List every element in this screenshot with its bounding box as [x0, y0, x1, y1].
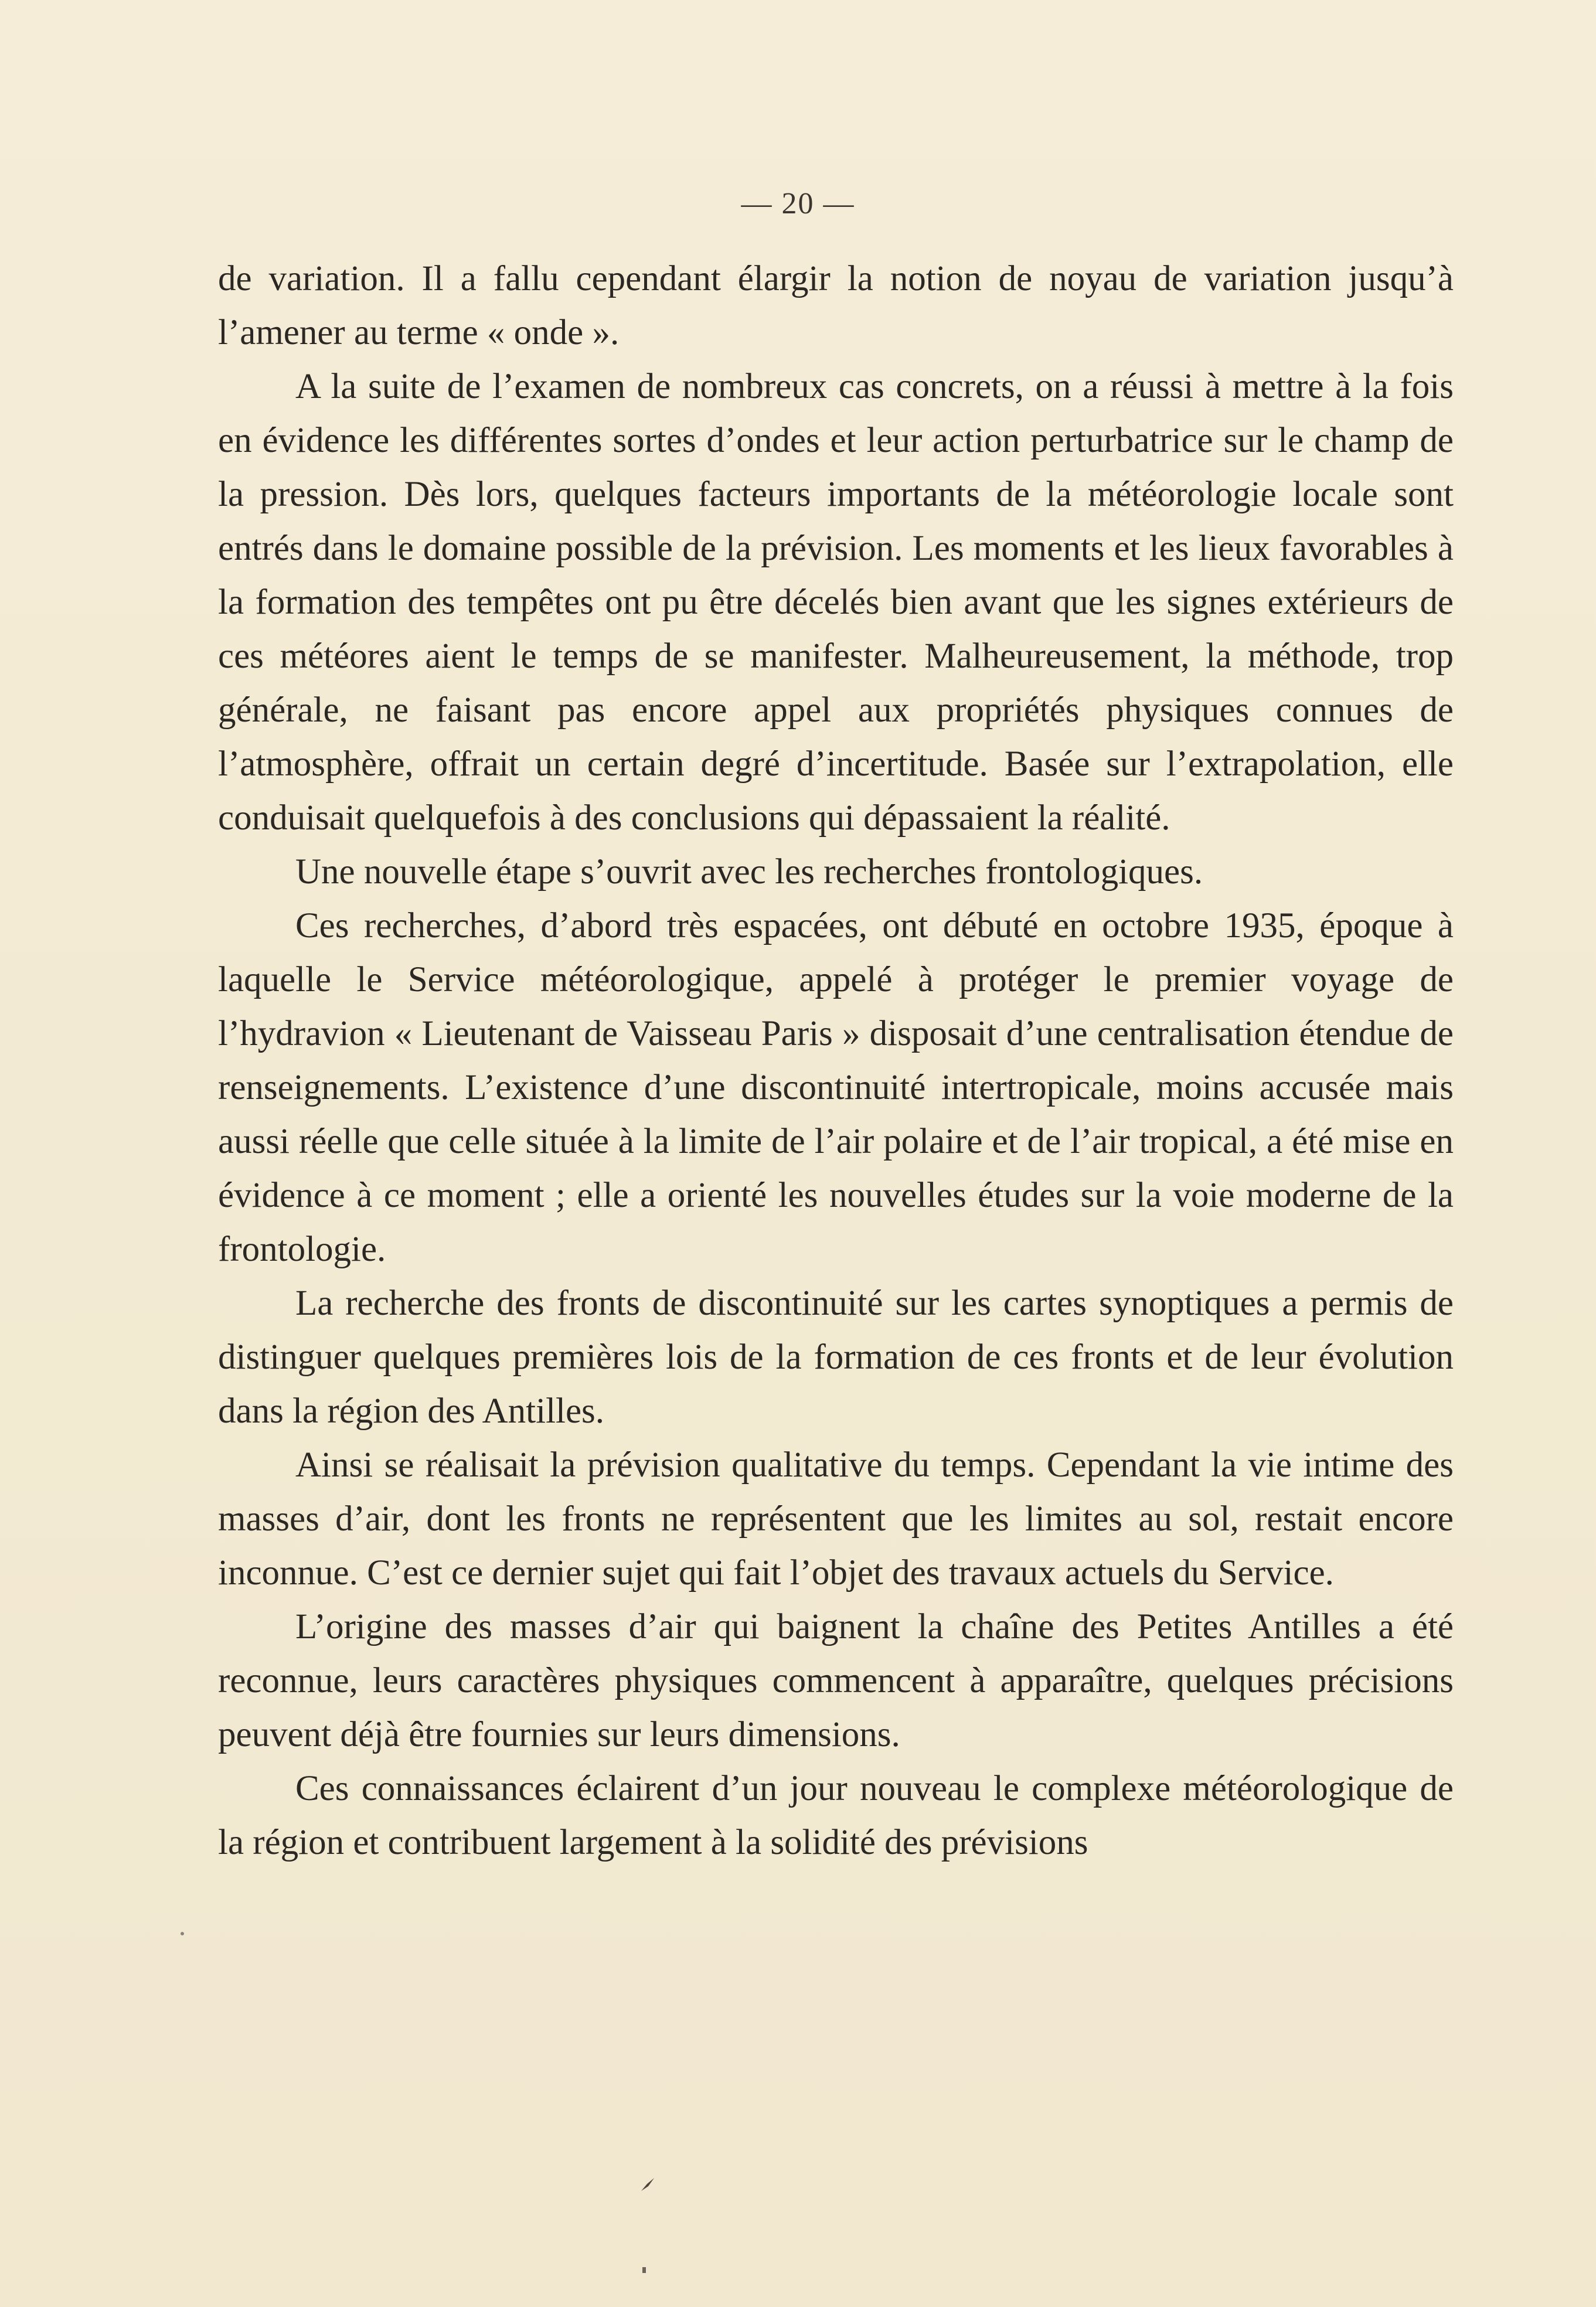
ink-speck-mark — [642, 2267, 646, 2273]
paragraph-7: L’origine des masses d’air qui baignent la chaîne des Petites Antilles a été reconnue, leurs caractères physiques commencent à apparaître, quelques précisions peuvent déjà être fournies sur leurs dimensions. — [218, 1607, 1454, 1754]
paragraph-2: A la suite de l’examen de nombreux cas concrets, on a réussi à mettre à la fois en évidence les différentes sortes d’ondes et leur action perturbatrice sur le champ de la pression. Dès lors, quelques facteurs importants de la météorologie locale sont entrés dans le domaine possible de la prévision. Les moments et les lieux favorables à la formation des tempêtes ont pu être décelés bien avant que les signes extérieurs de ces météores aient le temps de se manifester. Malheureusement, la méthode, trop générale, ne faisant pas encore appel aux propriétés physiques connues de l’atmosphère, offrait un certain degré d’incertitude. Basée sur l’extrapolation, elle conduisait quelquefois à des conclusions qui dépassaient la réalité. — [218, 367, 1454, 838]
paragraph-5: La recherche des fronts de discontinuité sur les cartes synoptiques a permis de distinguer quelques premières lois de la formation de ces fronts et de leur évolution dans la région des Antilles. — [218, 1284, 1454, 1431]
pen-tick-mark — [639, 2176, 656, 2193]
paragraph-1: de variation. Il a fallu cependant élargir la notion de noyau de variation jusqu’à l’amener au terme « onde ». — [218, 259, 1454, 352]
paragraph-3: Une nouvelle étape s’ouvrit avec les recherches frontologiques. — [295, 852, 1203, 892]
margin-dot-mark — [181, 1932, 184, 1935]
paragraph-8: Ces connaissances éclairent d’un jour nouveau le complexe météorologique de la région et contribuent largement à la solidité des prévisions — [218, 1769, 1454, 1862]
body-text — [218, 252, 1454, 1870]
paragraph-6: Ainsi se réalisait la prévision qualitative du temps. Cependant la vie intime des masses d’air, dont les fronts ne représentent que les limites au sol, restait encore inconnue. C’est ce dernier sujet qui fait l’objet des travaux actuels du Service. — [218, 1445, 1454, 1593]
paragraph-4: Ces recherches, d’abord très espacées, ont débuté en octobre 1935, époque à laquelle le Service météorologique, appelé à protéger le premier voyage de l’hydravion « Lieutenant de Vaisseau Paris » disposait d’une centralisation étendue de renseignements. L’existence d’une discontinuité intertropicale, moins accusée mais aussi réelle que celle située à la limite de l’air polaire et de l’air tropical, a été mise en évidence à ce moment ; elle a orienté les nouvelles études sur la voie moderne de la frontologie. — [218, 906, 1454, 1269]
page-number: — 20 — — [741, 187, 855, 220]
